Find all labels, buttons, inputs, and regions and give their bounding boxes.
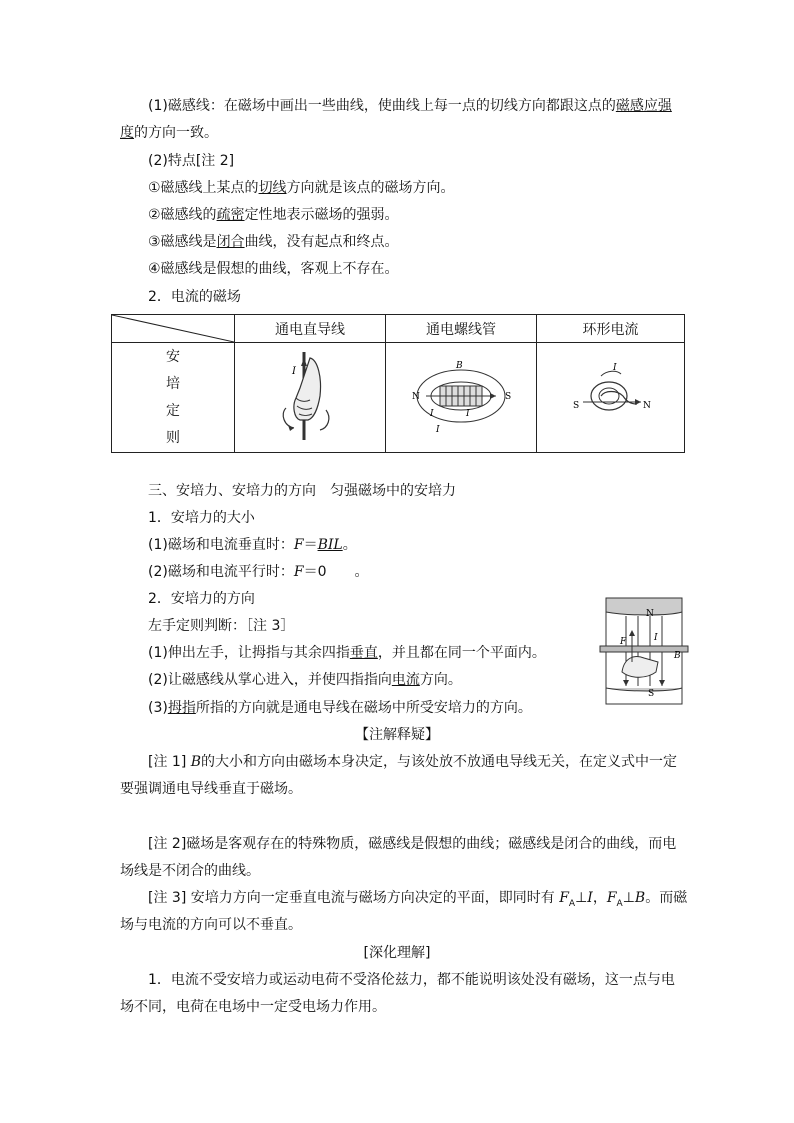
- direction-title: 2．安培力的方向: [148, 591, 255, 607]
- label-i: I: [292, 365, 296, 377]
- column-header: 环形电流: [537, 315, 685, 343]
- left-hand-rule: 左手定则判断：［注 3］: [148, 618, 295, 634]
- note-symbol: ⊥: [622, 890, 635, 906]
- label-i: I: [466, 408, 470, 419]
- note-1-line-2: 要强调通电导线垂直于磁场。: [120, 781, 302, 797]
- note-text: ，: [592, 890, 607, 906]
- step-key: 垂直: [349, 645, 378, 661]
- table-header-row: [112, 315, 685, 343]
- feature-item: [148, 205, 399, 225]
- label-n: N: [642, 400, 651, 411]
- label-i: I: [612, 362, 617, 373]
- label-b: B: [674, 651, 681, 661]
- formula-eq: ＝: [303, 537, 318, 553]
- formula-value: BIL: [317, 537, 343, 553]
- label-s: S: [505, 391, 512, 402]
- note-2-line-2: 场线是不闭合的曲线。: [120, 863, 260, 879]
- column-header: 通电螺线管: [386, 315, 537, 343]
- note-2-line-1: [注 2]磁场是客观存在的特殊物质，磁感线是假想的曲线；磁感线是闭合的曲线，而电: [148, 836, 677, 852]
- loop-current-figure: [561, 356, 661, 436]
- definition-text: (1)磁感线：在磁场中画出一些曲线，使曲线上每一点的切线方向都跟这点的: [148, 98, 616, 114]
- note-text: [注 3] 安培力方向一定垂直电流与磁场方向决定的平面，即同时有: [148, 890, 560, 906]
- deepen-heading: [深化理解]: [363, 945, 431, 961]
- feature-text: ④磁感线是假想的曲线，客观上不存在。: [148, 261, 399, 277]
- formula-eq: ＝: [303, 564, 318, 580]
- note-subscript: A: [616, 898, 623, 909]
- step-key: 电流: [391, 672, 420, 688]
- table-corner-cell: [112, 315, 235, 343]
- straight-wire-hand-figure: [270, 348, 350, 444]
- feature-item: [148, 232, 399, 252]
- deepen-p1-line-1: 1．电流不受安培力或运动电荷不受洛伦兹力，都不能说明该处没有磁场，这一点与电: [148, 972, 675, 988]
- features-title: (2)特点[注 2]: [148, 153, 235, 169]
- solenoid-figure: [406, 356, 516, 436]
- row-label-char: 则: [166, 429, 180, 446]
- note-var: F: [606, 890, 617, 906]
- label-i: I: [654, 633, 658, 643]
- formula-parallel: [148, 562, 368, 582]
- formula-text: 。: [326, 564, 369, 580]
- solenoid-figure-cell: [386, 343, 537, 453]
- step-text: (1)伸出左手，让拇指与其余四指: [148, 645, 350, 661]
- note-var: I: [587, 890, 593, 906]
- label-f: F: [620, 637, 627, 647]
- row-label-char: 定: [166, 402, 180, 419]
- label-i: I: [436, 424, 440, 435]
- feature-text: 曲线，没有起点和终点。: [244, 234, 399, 250]
- label-i: I: [430, 408, 434, 419]
- label-n: N: [412, 391, 420, 402]
- step-item: [148, 643, 546, 663]
- definition-line-2: [120, 123, 218, 143]
- formula-text: (1)磁场和电流垂直时：: [148, 537, 294, 553]
- step-text: 方向。: [419, 672, 462, 688]
- feature-text: ①磁感线上某点的: [148, 180, 259, 196]
- note-1-line-1: [148, 752, 677, 772]
- feature-item: [148, 178, 455, 198]
- step-text: (3): [148, 700, 168, 716]
- step-text: (2)让磁感线从掌心进入，并使四指指向: [148, 672, 392, 688]
- note-3-line-2: 场与电流的方向可以不垂直。: [120, 917, 302, 933]
- feature-item: [148, 259, 399, 279]
- wire-figure-cell: [235, 343, 386, 453]
- definition-line-1: [148, 96, 672, 116]
- notes-heading: 【注解释疑】: [355, 727, 439, 743]
- ampere-rule-table: [111, 314, 685, 453]
- loop-figure-cell: [537, 343, 685, 453]
- left-hand-rule-figure: [598, 592, 690, 712]
- feature-text: 定性地表示磁场的强弱。: [244, 207, 399, 223]
- step-item: [148, 670, 462, 690]
- feature-key: 切线: [258, 180, 287, 196]
- feature-key: 疏密: [216, 207, 245, 223]
- feature-text: ②磁感线的: [148, 207, 217, 223]
- step-text: ，并且都在同一个平面内。: [377, 645, 546, 661]
- magnitude-title: 1．安培力的大小: [148, 510, 255, 526]
- feature-text: 方向就是该点的磁场方向。: [286, 180, 455, 196]
- current-field-title: 2．电流的磁场: [148, 289, 241, 305]
- note-var: F: [559, 890, 569, 906]
- row-label-char: 培: [166, 375, 180, 392]
- note-var: B: [190, 754, 202, 770]
- note-label: [注 1]: [148, 754, 191, 770]
- note-var: B: [634, 890, 646, 906]
- definition-suffix: 的方向一致。: [134, 125, 218, 141]
- formula-perpendicular: [148, 535, 357, 555]
- formula-text: 。: [342, 537, 357, 553]
- column-header: 通电直导线: [235, 315, 386, 343]
- step-key: 拇指: [167, 700, 196, 716]
- label-s: S: [572, 400, 579, 411]
- definition-key-term-end: 度: [120, 125, 134, 141]
- feature-key: 闭合: [216, 234, 245, 250]
- diagonal-line: [112, 315, 234, 342]
- formula-var: F: [293, 537, 304, 553]
- formula-text: (2)磁场和电流平行时：: [148, 564, 294, 580]
- formula-value: 0: [317, 564, 327, 580]
- note-text: 的大小和方向由磁场本身决定，与该处放不放通电导线无关，在定义式中一定: [201, 754, 678, 770]
- row-label-char: 安: [166, 348, 180, 365]
- step-item: [148, 698, 532, 718]
- label-n: N: [646, 609, 654, 619]
- definition-key-term: 磁感应强: [615, 98, 672, 114]
- note-subscript: A: [568, 898, 576, 909]
- label-s: S: [648, 689, 655, 699]
- formula-var: F: [293, 564, 304, 580]
- feature-text: ③磁感线是: [148, 234, 217, 250]
- note-3-line-1: [148, 888, 687, 914]
- note-symbol: ⊥: [575, 890, 588, 906]
- label-b: B: [456, 360, 463, 371]
- note-text: 。而磁: [645, 890, 688, 906]
- table-figure-row: [112, 343, 685, 453]
- row-label: [112, 343, 235, 453]
- deepen-p1-line-2: 场不同，电荷在电场中一定受电场力作用。: [120, 999, 386, 1015]
- section3-title: 三、安培力、安培力的方向 匀强磁场中的安培力: [148, 483, 456, 499]
- step-text: 所指的方向就是通电导线在磁场中所受安培力的方向。: [195, 700, 532, 716]
